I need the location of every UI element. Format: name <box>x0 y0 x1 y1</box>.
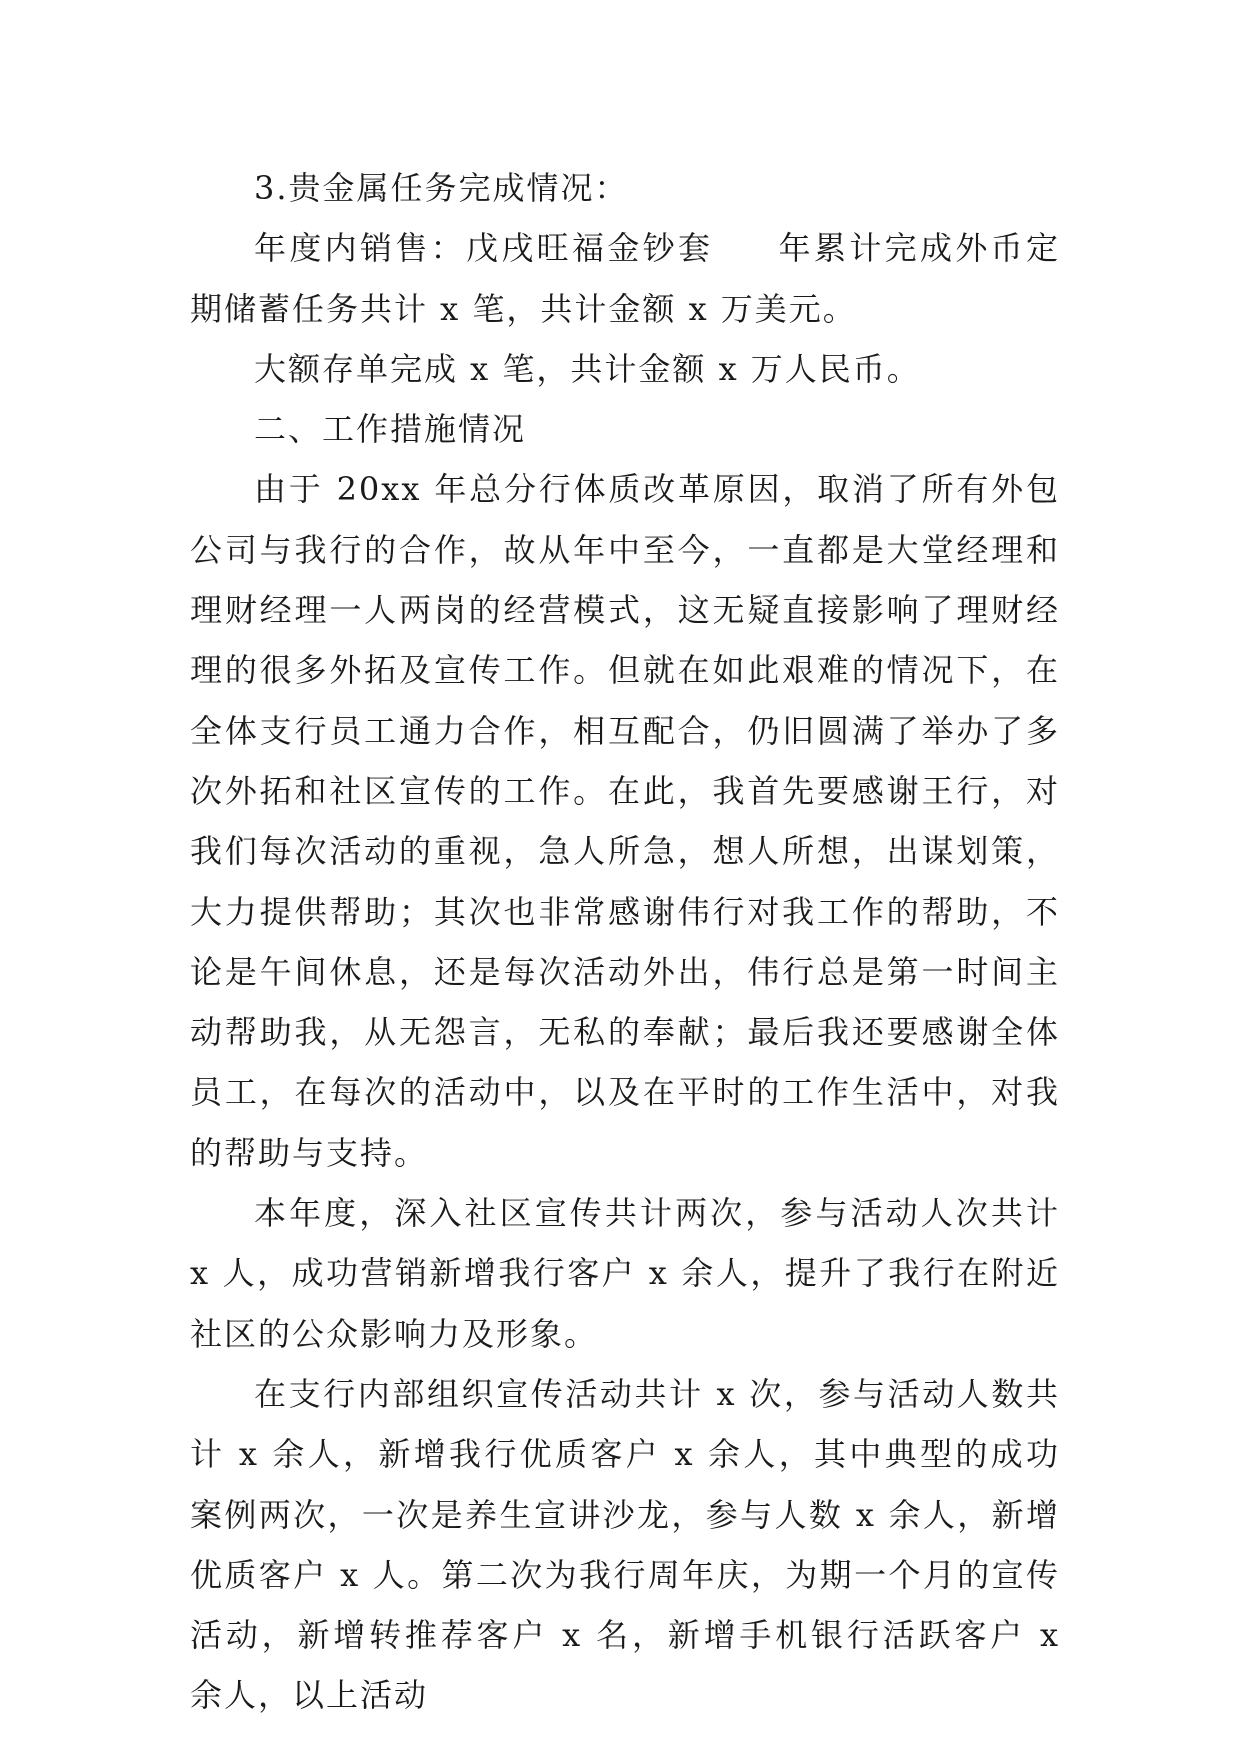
paragraph-community-promotion: 本年度，深入社区宣传共计两次，参与活动人次共计 x 人，成功营销新增我行客户 x 余人，提升了我行在附近社区的公众影响力及形象。 <box>190 1194 1060 1353</box>
paragraph-reform-background: 由于 20xx 年总分行体质改革原因，取消了所有外包公司与我行的合作，故从年中至今，一直都是大堂经理和理财经理一人两岗的经营模式，这无疑直接影响了理财经理的很多外拓及宣传工作。但就在如此艰难的情况下，在全体支行员工通力合作，相互配合，仍旧圆满了举办了多次外拓和社区宣传的工作。在此，我首先要感谢王行，对我们每次活动的重视，急人所急，想人所想，出谋划策，大力提供帮助；其次也非常感谢伟行对我工作的帮助，不论是午间休息，还是每次活动外出，伟行总是第一时间主动帮助我，从无怨言，无私的奉献；最后我还要感谢全体员工，在每次的活动中，以及在平时的工作生活中，对我的帮助与支持。 <box>190 470 1060 1172</box>
document-body <box>190 158 1060 1726</box>
section-heading-work-measures: 二、工作措施情况 <box>254 410 527 449</box>
annual-sales-text-a: 年度内销售：戊戌旺福金钞套 <box>254 229 714 268</box>
paragraph-annual-sales <box>190 218 1060 339</box>
paragraph-precious-metals-heading: 3.贵金属任务完成情况： <box>254 169 629 207</box>
paragraph-large-deposits: 大额存单完成 x 笔，共计金额 x 万人民币。 <box>254 349 921 388</box>
annual-sales-text-b: 年累计完成外币定期储蓄任务共计 x 笔，共计金额 x 万美元。 <box>190 229 1060 328</box>
paragraph-internal-activities: 在支行内部组织宣传活动共计 x 次，参与活动人数共计 x 余人，新增我行优质客户 x 余人，其中典型的成功案例两次，一次是养生宣讲沙龙，参与人数 x 余人，新增优质客户 x 人。第二次为我行周年庆，为期一个月的宣传活动，新增转推荐客户 x 名，新增手机银行活跃客户 x 余人，以上活动 <box>190 1374 1060 1715</box>
